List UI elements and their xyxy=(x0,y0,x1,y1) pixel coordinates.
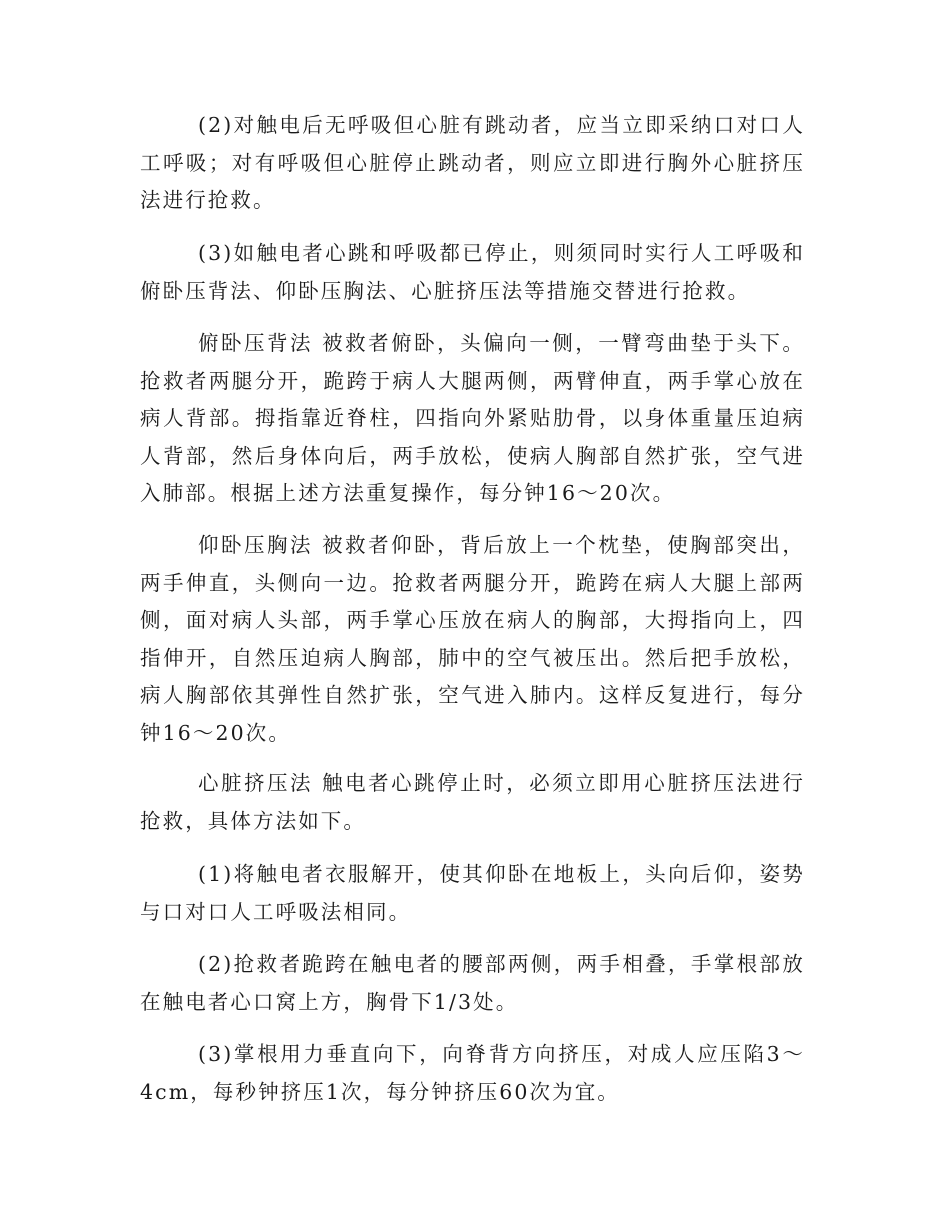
paragraph-7: (2)抢救者跪跨在触电者的腰部两侧，两手相叠，手掌根部放在触电者心口窝上方，胸骨下1/3处。 xyxy=(140,952,805,1014)
paragraph-2: (3)如触电者心跳和呼吸都已停止，则须同时实行人工呼吸和俯卧压背法、仰卧压胸法、心脏挤压法等措施交替进行抢救。 xyxy=(140,241,805,303)
paragraph-1: (2)对触电后无呼吸但心脏有跳动者，应当立即采纳口对口人工呼吸；对有呼吸但心脏停止跳动者，则应立即进行胸外心脏挤压法进行抢救。 xyxy=(140,113,805,212)
paragraph-5: 心脏挤压法 触电者心跳停止时，必须立即用心脏挤压法进行抢救，具体方法如下。 xyxy=(140,771,805,833)
paragraph-4: 仰卧压胸法 被救者仰卧，背后放上一个枕垫，使胸部突出，两手伸直，头侧向一边。抢救者两腿分开，跪跨在病人大腿上部两侧，面对病人头部，两手掌心压放在病人的胸部，大拇指向上，四指伸开，自然压迫病人胸部，肺中的空气被压出。然后把手放松，病人胸部依其弹性自然扩张，空气进入肺内。这样反复进行，每分钟16～20次。 xyxy=(140,533,805,745)
paragraph-8: (3)掌根用力垂直向下，向脊背方向挤压，对成人应压陷3～4cm，每秒钟挤压1次，每分钟挤压60次为宜。 xyxy=(140,1042,805,1104)
paragraph-3: 俯卧压背法 被救者俯卧，头偏向一侧，一臂弯曲垫于头下。抢救者两腿分开，跪跨于病人大腿两侧，两臂伸直，两手掌心放在病人背部。拇指靠近脊柱，四指向外紧贴肋骨，以身体重量压迫病人背部，然后身体向后，两手放松，使病人胸部自然扩张，空气进入肺部。根据上述方法重复操作，每分钟16～20次。 xyxy=(140,331,805,505)
paragraph-6: (1)将触电者衣服解开，使其仰卧在地板上，头向后仰，姿势与口对口人工呼吸法相同。 xyxy=(140,862,805,924)
